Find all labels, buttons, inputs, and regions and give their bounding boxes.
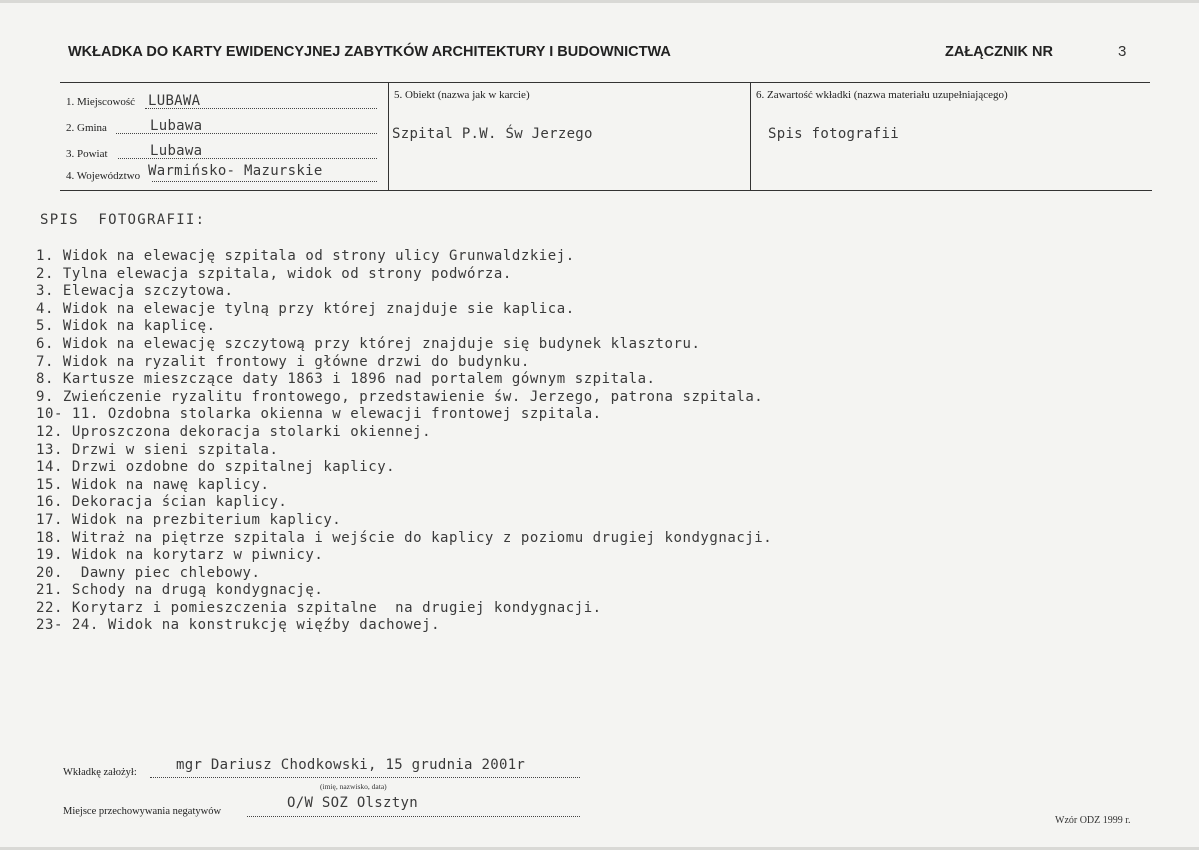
list-item: 15. Widok na nawę kaplicy. xyxy=(36,476,270,493)
form-top-rule xyxy=(60,82,1150,83)
attachment-label: ZAŁĄCZNIK NR xyxy=(945,44,1053,60)
list-item: 14. Drzwi ozdobne do szpitalnej kaplicy. xyxy=(36,459,396,476)
form-title: WKŁADKA DO KARTY EWIDENCYJNEJ ZABYTKÓW ARCHITEKTURY I BUDOWNICTWA xyxy=(68,44,671,60)
object-label: 5. Obiekt (nazwa jak w karcie) xyxy=(394,89,530,101)
photo-list-heading: SPIS FOTOGRAFII: xyxy=(40,212,206,228)
list-item: 9. Zwieńczenie ryzalitu frontowego, przedstawienie św. Jerzego, patrona szpitala. xyxy=(36,388,764,405)
created-by-note: (imię, nazwisko, data) xyxy=(320,782,387,791)
voivodeship-value: Warmińsko- Mazurskie xyxy=(148,163,323,179)
commune-value: Lubawa xyxy=(150,118,203,134)
voivodeship-label: 4. Województwo xyxy=(66,170,141,182)
list-item: 6. Widok na elewację szczytową przy której znajduje się budynek klasztoru. xyxy=(36,335,701,352)
list-item: 22. Korytarz i pomieszczenia szpitalne na drugiej kondygnacji. xyxy=(36,599,602,616)
list-item: 3. Elewacja szczytowa. xyxy=(36,283,234,300)
created-by-value: mgr Dariusz Chodkowski, 15 grudnia 2001r xyxy=(176,757,526,773)
list-item: 18. Witraż na piętrze szpitala i wejście do kaplicy z poziomu drugiej kondygnacji. xyxy=(36,529,773,546)
commune-label: 2. Gmina xyxy=(66,122,107,134)
list-item: 16. Dekoracja ścian kaplicy. xyxy=(36,494,288,511)
form-bottom-rule xyxy=(60,190,1152,191)
list-item: 12. Uproszczona dekoracja stolarki okiennej. xyxy=(36,423,432,440)
created-by-label: Wkładkę założył: xyxy=(63,767,137,778)
voivodeship-dotted-line xyxy=(152,181,377,182)
contents-value: Spis fotografii xyxy=(768,126,899,142)
list-item: 5. Widok na kaplicę. xyxy=(36,318,216,335)
object-value: Szpital P.W. Św Jerzego xyxy=(392,126,593,142)
negatives-value: O/W SOZ Olsztyn xyxy=(287,795,418,811)
negatives-label: Miejsce przechowywania negatywów xyxy=(63,806,222,817)
list-item: 10- 11. Ozdobna stolarka okienna w elewacji frontowej szpitala. xyxy=(36,406,602,423)
list-item: 13. Drzwi w sieni szpitala. xyxy=(36,441,279,458)
list-item: 2. Tylna elewacja szpitala, widok od strony podwórza. xyxy=(36,265,512,282)
list-item: 20. Dawny piec chlebowy. xyxy=(36,564,261,581)
top-edge xyxy=(0,0,1199,3)
list-item: 23- 24. Widok na konstrukcję więźby dachowej. xyxy=(36,617,441,634)
attachment-number: 3 xyxy=(1118,43,1127,60)
form-reference: Wzór ODZ 1999 r. xyxy=(1055,815,1131,826)
negatives-dotted-line xyxy=(247,816,580,817)
list-item: 8. Kartusze mieszczące daty 1863 i 1896 nad portalem gównym szpitala. xyxy=(36,371,656,388)
list-item: 1. Widok na elewację szpitala od strony ulicy Grunwaldzkiej. xyxy=(36,248,575,264)
photo-list xyxy=(36,248,772,635)
county-value: Lubawa xyxy=(150,143,203,159)
column-divider-1 xyxy=(388,82,389,191)
created-by-dotted-line xyxy=(150,777,580,778)
list-item: 17. Widok na prezbiterium kaplicy. xyxy=(36,511,342,528)
contents-label: 6. Zawartość wkładki (nazwa materiału uzupełniającego) xyxy=(756,89,1008,101)
list-item: 4. Widok na elewacje tylną przy której znajduje sie kaplica. xyxy=(36,300,575,317)
column-divider-2 xyxy=(750,82,751,191)
locality-value: LUBAWA xyxy=(148,93,201,109)
list-item: 19. Widok na korytarz w piwnicy. xyxy=(36,547,324,564)
county-label: 3. Powiat xyxy=(66,148,108,160)
locality-label: 1. Miejscowość xyxy=(66,96,136,108)
list-item: 21. Schody na drugą kondygnację. xyxy=(36,582,324,599)
list-item: 7. Widok na ryzalit frontowy i główne drzwi do budynku. xyxy=(36,353,530,370)
